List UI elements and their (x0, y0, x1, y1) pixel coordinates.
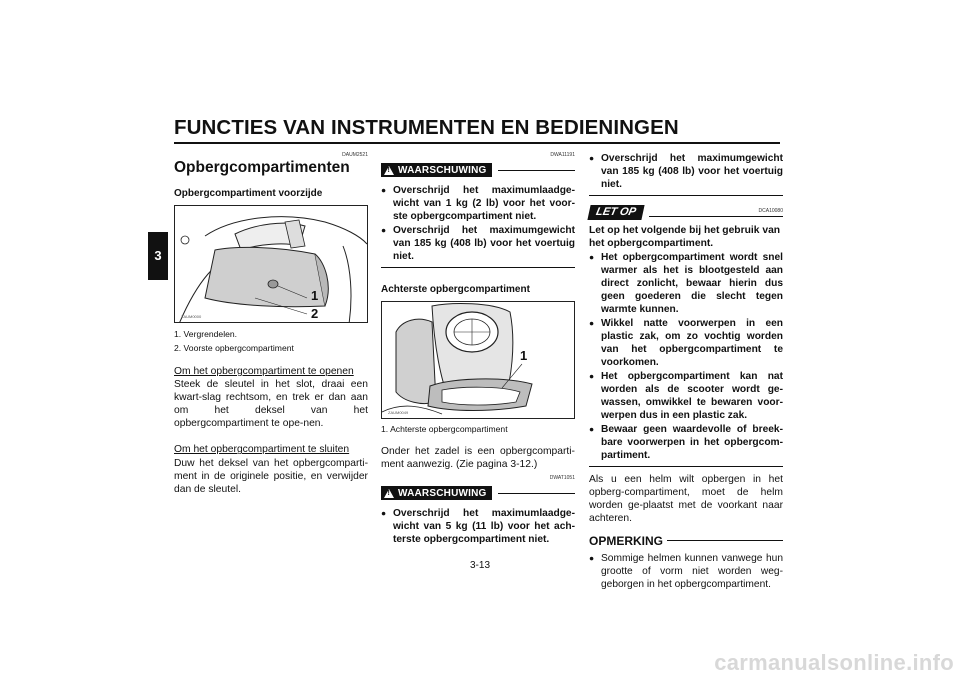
warning-label: WAARSCHUWING (398, 487, 487, 499)
callout-2: 2 (311, 306, 319, 321)
list-item: ● Overschrijd het maximumgewicht van 185 kg (408 lb) voor het voertuig niet. (589, 152, 783, 191)
close-heading: Om het opbergcompartiment te sluiten (174, 444, 350, 456)
rear-text: Onder het zadel is een opbergcomparti-ment aanwezig. (Zie pagina 3-12.) (381, 446, 575, 471)
caution-list (589, 251, 783, 462)
list-item: ● Overschrijd het maximumlaadge-wicht van 5 kg (11 lb) voor het ach-terste opbergcompartiment niet. (381, 507, 575, 546)
warning-2-code: DWAT1051 (549, 475, 575, 482)
column-1 (174, 152, 368, 496)
page-header (174, 116, 780, 146)
chapter-tab: 3 (148, 232, 168, 280)
warning-1-header (381, 160, 575, 180)
warning-1-code: DWA11191 (550, 152, 575, 158)
list-item: ● Wikkel natte voorwerpen in een plastic zak, om zo vochtig worden van het opbergcompartiment te voorkomen. (589, 317, 783, 369)
caution-intro: Let op het volgende bij het gebruik van het opbergcompartiment. (589, 225, 781, 250)
front-compartment-figure (174, 205, 368, 323)
caution-code: DCA10080 (758, 208, 783, 214)
caution-end-rule (589, 466, 783, 467)
warning-2-continued-list (589, 152, 783, 191)
warning-1-list (381, 184, 575, 263)
header-rule (174, 142, 780, 144)
rear-compartment-heading: Achterste opbergcompartiment (381, 284, 530, 295)
warning-badge (381, 163, 492, 177)
warning-2-list (381, 507, 575, 546)
section-title: Opbergcompartimenten (174, 159, 350, 176)
warning-2-header (381, 483, 575, 503)
open-heading: Om het opbergcompartiment te openen (174, 366, 354, 377)
caption-1: 1. Achterste opbergcompartiment (381, 424, 508, 434)
figure-ref: ZAUM0049 (388, 410, 409, 415)
warning-label: WAARSCHUWING (398, 164, 487, 176)
rear-compartment-figure (381, 301, 575, 419)
watermark: carmanualsonline.info (714, 650, 954, 675)
caption-1: 1. Vergrendelen. (174, 329, 238, 339)
warning-triangle-icon (384, 489, 394, 498)
list-item: ● Overschrijd het maximumlaadge-wicht van 1 kg (2 lb) voor het voor-ste opbergcompartiment niet. (381, 184, 575, 223)
helmet-text: Als u een helm wilt opbergen in het opberg-compartiment, moet de helm worden ge-plaatst met de voorkant naar achteren. (589, 474, 783, 525)
figure-ref: ZAUM0000 (181, 314, 202, 319)
rear-compartment-illustration (382, 302, 575, 419)
doc-code: DAUM2521 (342, 152, 368, 158)
list-item: ● Het opbergcompartiment kan nat worden als de scooter wordt ge-wassen, omwikkel te bewaren voor-werpen dus in een plastic zak. (589, 370, 783, 422)
note-label: OPMERKING (589, 533, 664, 548)
warning-2-end-rule (589, 195, 783, 196)
note-header (589, 534, 783, 548)
note-list (589, 552, 783, 591)
list-item: ● Sommige helmen kunnen vanwege hun grootte of vorm niet worden weg-geborgen in het opbergcompartiment. (589, 552, 783, 591)
open-text: Steek de sleutel in het slot, draai een kwart-slag rechtsom, en trek er dan aan om het deksel van het opbergcompartiment te ope-nen. (174, 379, 368, 430)
callout-1: 1 (520, 348, 528, 363)
warning-badge (381, 486, 492, 500)
column-2 (381, 152, 575, 547)
column-3 (589, 152, 783, 592)
close-text: Duw het deksel van het opbergcomparti-ment in de originele positie, en verwijder dan de sleutel. (174, 457, 368, 495)
callout-1: 1 (311, 288, 319, 303)
list-item: ● Bewaar geen waardevolle of breek-bare voorwerpen in het opbergcom-partiment. (589, 423, 783, 462)
warning-triangle-icon (384, 166, 394, 175)
caution-badge: LET OP (587, 205, 644, 220)
front-compartment-heading: Opbergcompartiment voorzijde (174, 188, 323, 199)
list-item: ● Overschrijd het maximumgewicht van 185 kg (408 lb) voor het voertuig niet. (381, 224, 575, 263)
front-compartment-illustration (175, 206, 368, 323)
caption-2: 2. Voorste opbergcompartiment (174, 343, 294, 353)
page-title: FUNCTIES VAN INSTRUMENTEN EN BEDIENINGEN (174, 116, 679, 139)
list-item: ● Het opbergcompartiment wordt snel warmer als het is blootgesteld aan direct zonlicht, bewaar hierin dus geen goederen die slecht tegen warmte kunnen. (589, 251, 783, 316)
page-number: 3-13 (469, 560, 490, 571)
